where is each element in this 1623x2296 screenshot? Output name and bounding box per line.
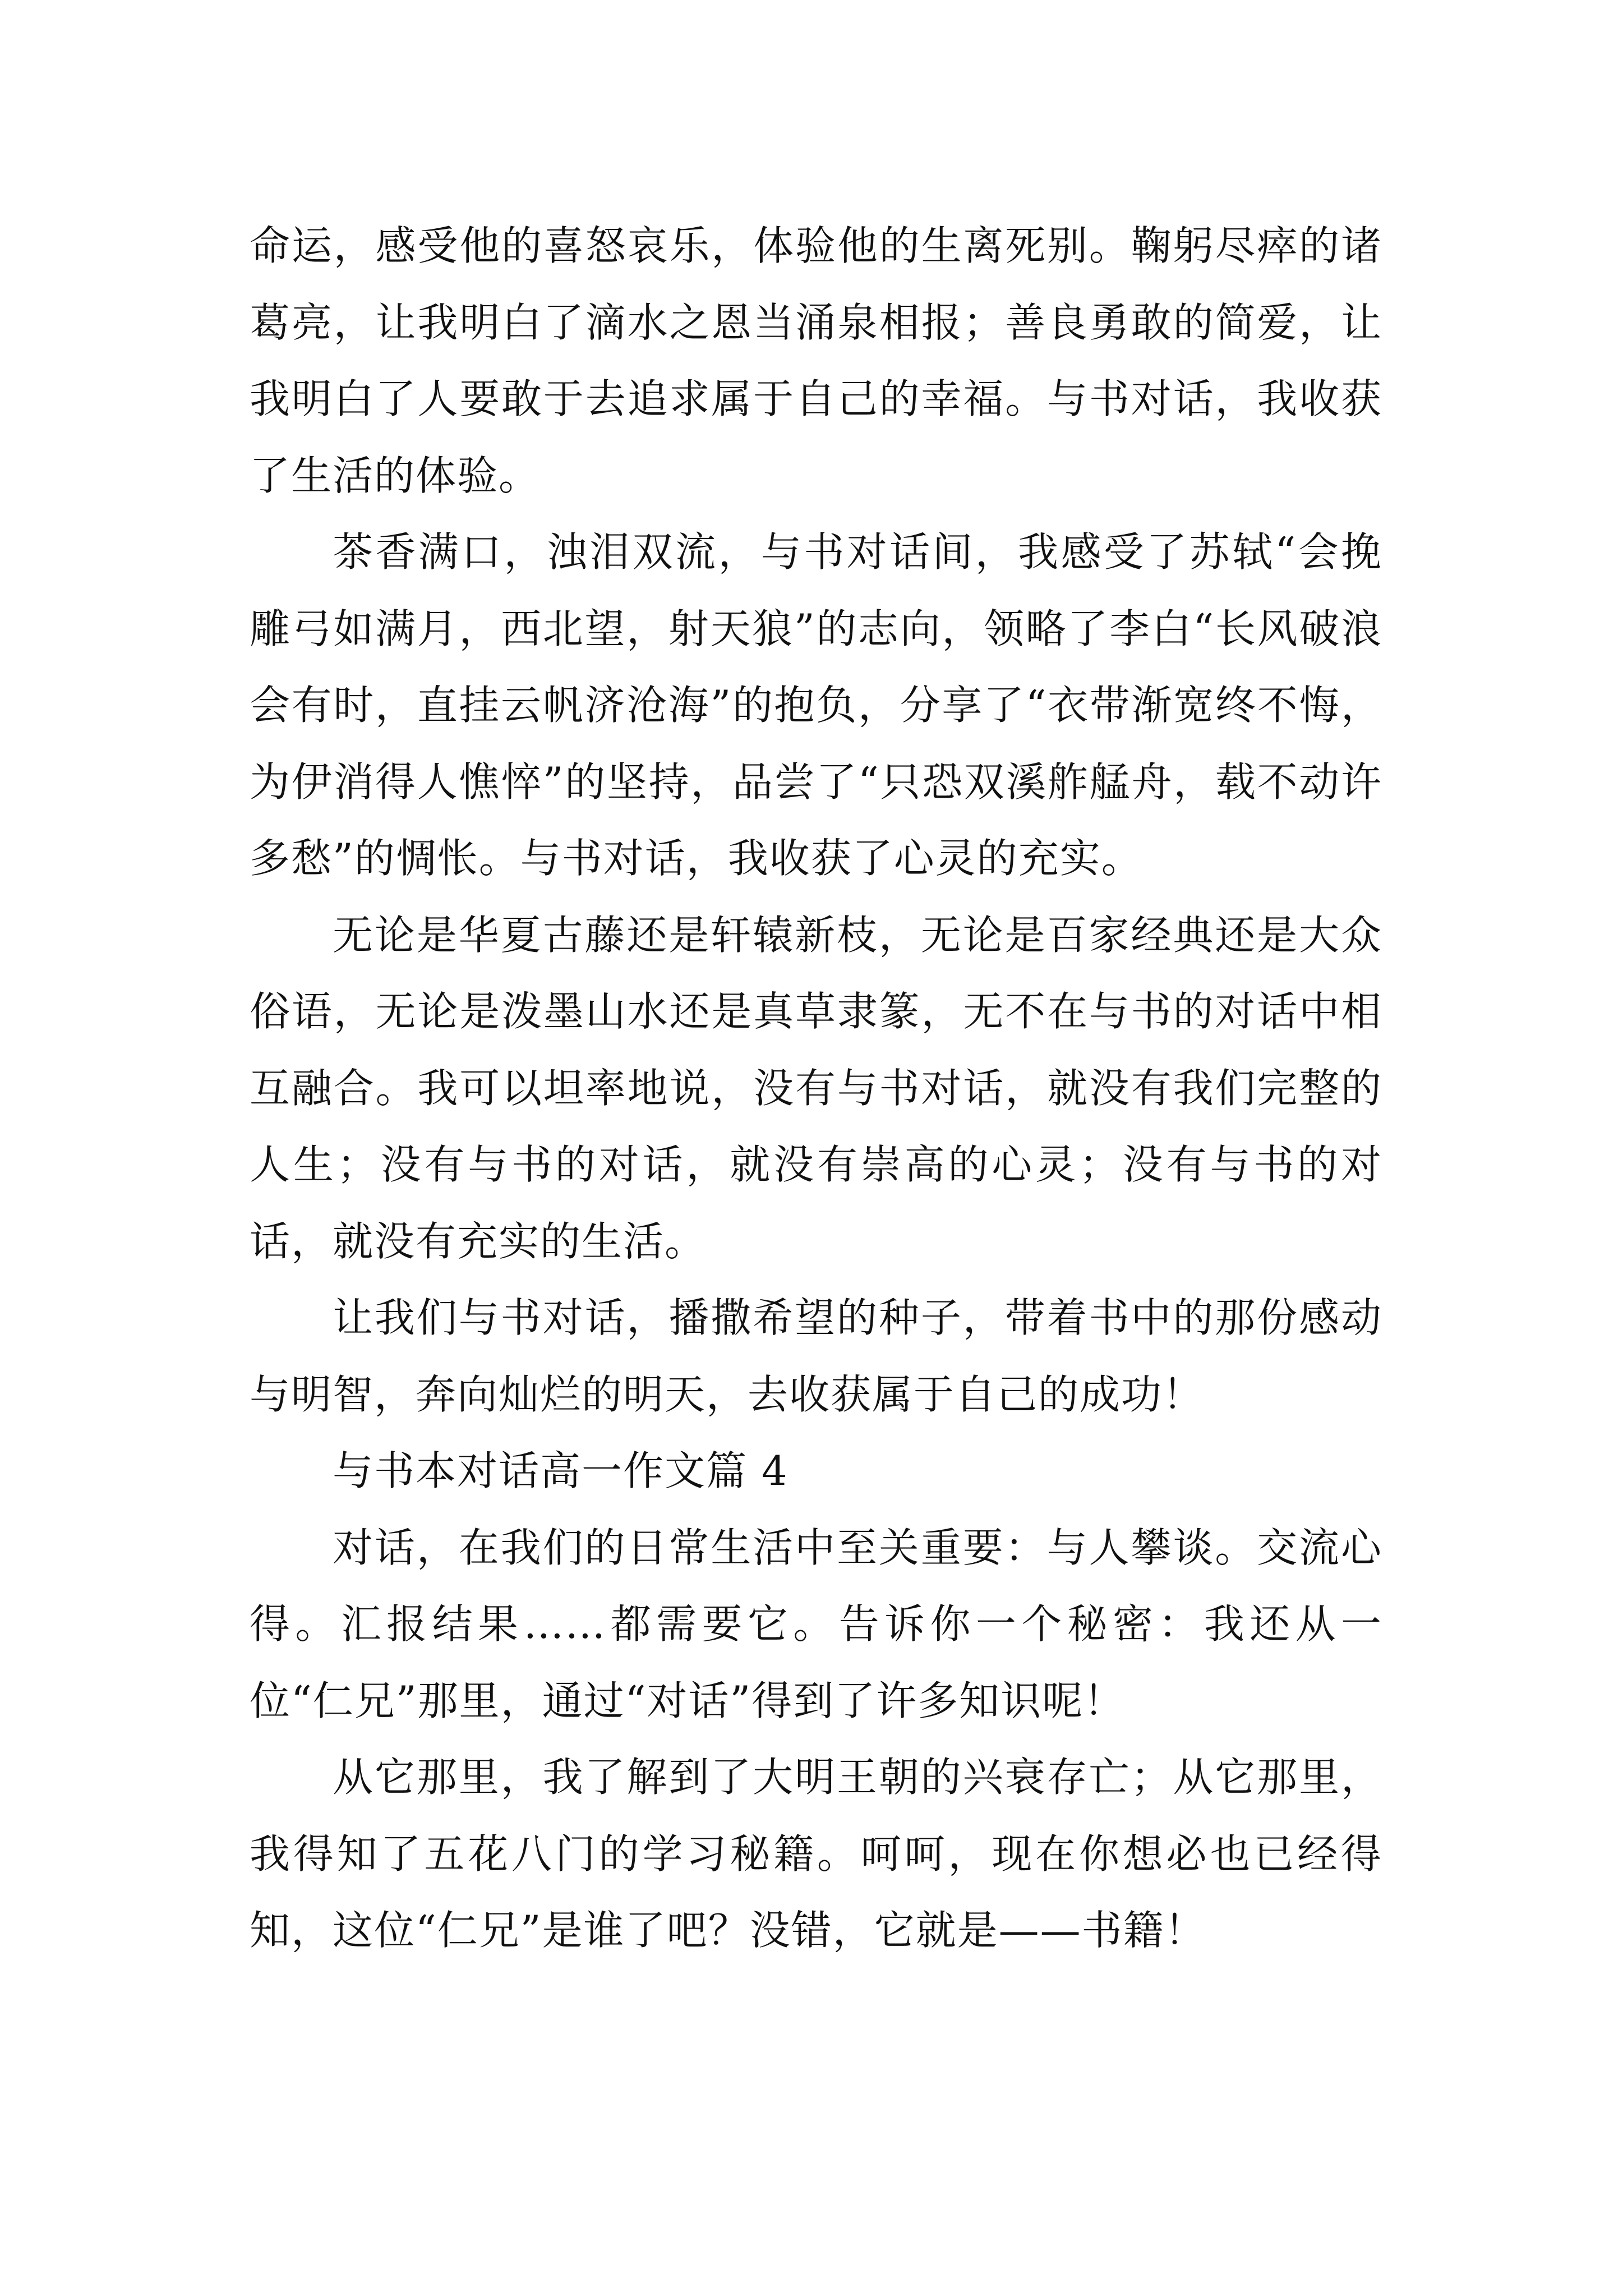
- paragraph-continuation: 命运，感受他的喜怒哀乐，体验他的生离死别。鞠躬尽瘁的诸葛亮，让我明白了滴水之恩当涌泉相报；善良勇敢的简爱，让我明白了人要敢于去追求属于自己的幸福。与书对话，我收获了生活的体验。: [250, 222, 1382, 499]
- paragraph-tea-fragrance: 茶香满口，浊泪双流，与书对话间，我感受了苏轼“会挽雕弓如满月，西北望，射天狼”的志向，领略了李白“长风破浪会有时，直挂云帆济沧海”的抱负，分享了“衣带渐宽终不悔，为伊消得人憔悴”的坚持，品尝了“只恐双溪舴艋舟，载不动许多愁”的惆怅。与书对话，我收获了心灵的充实。: [250, 528, 1382, 882]
- paragraph-dialogue-importance: 对话，在我们的日常生活中至关重要：与人攀谈。交流心得。汇报结果……都需要它。告诉你一个秘密：我还从一位“仁兄”那里，通过“对话”得到了许多知识呢！: [250, 1524, 1382, 1724]
- paragraph-chinese-culture: 无论是华夏古藤还是轩辕新枝，无论是百家经典还是大众俗语，无论是泼墨山水还是真草隶篆，无不在与书的对话中相互融合。我可以坦率地说，没有与书对话，就没有我们完整的人生；没有与书的对话，就没有崇高的心灵；没有与书的对话，就没有充实的生活。: [250, 911, 1382, 1265]
- document-body: [250, 208, 1382, 1969]
- section-heading: 与书本对话高一作文篇 4: [333, 1447, 789, 1494]
- paragraph-conclusion: 让我们与书对话，播撒希望的种子，带着书中的那份感动与明智，奔向灿烂的明天，去收获属于自己的成功！: [250, 1294, 1382, 1418]
- paragraph-books-reveal: 从它那里，我了解到了大明王朝的兴衰存亡；从它那里，我得知了五花八门的学习秘籍。呵呵，现在你想必也已经得知，这位“仁兄”是谁了吧？没错，它就是——书籍！: [250, 1754, 1382, 1954]
